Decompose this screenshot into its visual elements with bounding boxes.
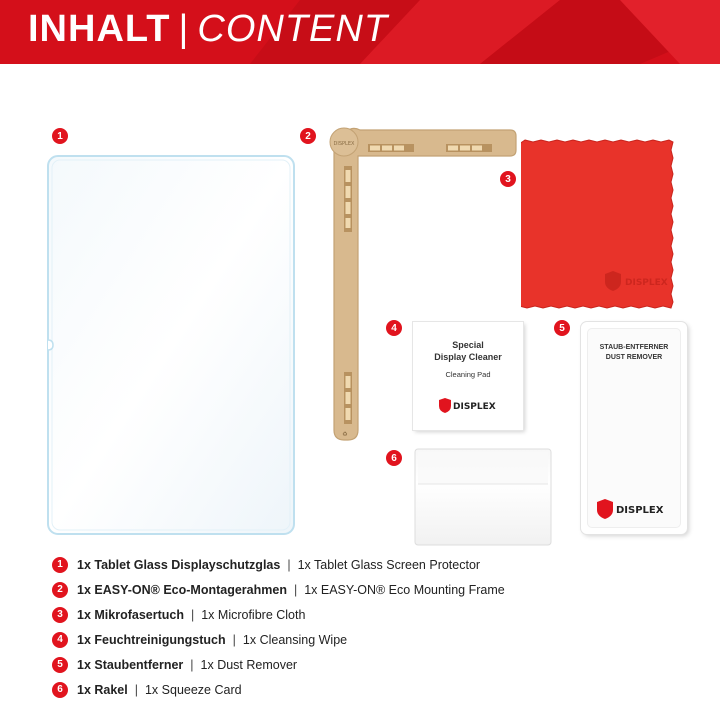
svg-text:DISPLEX: DISPLEX bbox=[625, 278, 668, 288]
item-number-2: 2 bbox=[52, 582, 68, 598]
item-number-3: 3 bbox=[500, 171, 516, 187]
dust-remover-line2: DUST REMOVER bbox=[605, 354, 663, 361]
cleaning-pad-line3: Cleaning Pad bbox=[445, 370, 491, 379]
item-label-de: 1x Feuchtreinigungstuch bbox=[77, 632, 226, 647]
glass-protector-image bbox=[46, 154, 296, 536]
item-number-1: 1 bbox=[52, 557, 68, 573]
item-label-de: 1x EASY-ON® Eco-Montagerahmen bbox=[77, 582, 287, 597]
list-item bbox=[52, 602, 712, 627]
item-number-6: 6 bbox=[52, 682, 68, 698]
item-label-en: 1x Squeeze Card bbox=[144, 682, 242, 697]
item-number-3: 3 bbox=[52, 607, 68, 623]
svg-text:DISPLEX: DISPLEX bbox=[616, 505, 664, 516]
item-separator: | bbox=[287, 557, 291, 572]
item-label-en: 1x Microfibre Cloth bbox=[201, 607, 306, 622]
item-label-de: 1x Staubentferner bbox=[77, 657, 184, 672]
item-separator: | bbox=[134, 682, 138, 697]
list-item bbox=[52, 627, 712, 652]
item-label-en: 1x EASY-ON® Eco Mounting Frame bbox=[304, 582, 505, 597]
dust-remover-image bbox=[581, 322, 687, 534]
svg-text:DISPLEX: DISPLEX bbox=[333, 141, 355, 147]
item-number-4: 4 bbox=[386, 320, 402, 336]
list-item bbox=[52, 577, 712, 602]
cleaning-pad-line2: Display Cleaner bbox=[434, 352, 502, 362]
item-number-1: 1 bbox=[52, 128, 68, 144]
svg-text:♻: ♻ bbox=[342, 431, 348, 438]
item-separator: | bbox=[232, 632, 236, 647]
item-separator: | bbox=[190, 657, 194, 672]
item-number-5: 5 bbox=[52, 657, 68, 673]
item-label-de: 1x Mikrofasertuch bbox=[77, 607, 184, 622]
item-number-5: 5 bbox=[554, 320, 570, 336]
title-separator: | bbox=[178, 8, 190, 50]
displex-logo bbox=[595, 498, 675, 520]
dust-remover-line1: STAUB-ENTFERNER bbox=[599, 344, 669, 351]
list-item bbox=[52, 652, 712, 677]
item-label-en: 1x Tablet Glass Screen Protector bbox=[297, 557, 481, 572]
svg-text:DISPLEX: DISPLEX bbox=[453, 402, 496, 412]
cleaning-pad-line1: Special bbox=[452, 340, 484, 350]
item-number-4: 4 bbox=[52, 632, 68, 648]
title-en: CONTENT bbox=[197, 8, 389, 50]
list-item bbox=[52, 552, 712, 577]
item-separator: | bbox=[190, 607, 195, 622]
content-list bbox=[52, 552, 712, 702]
displex-logo bbox=[437, 396, 501, 414]
cleaning-pad-image bbox=[413, 322, 523, 430]
item-label-en: 1x Dust Remover bbox=[200, 657, 298, 672]
title-de: INHALT bbox=[28, 8, 171, 50]
header-banner bbox=[0, 0, 720, 64]
item-label-de: 1x Tablet Glass Displayschutzglas bbox=[77, 557, 281, 572]
page-title bbox=[28, 8, 388, 51]
list-item bbox=[52, 677, 712, 702]
item-number-6: 6 bbox=[386, 450, 402, 466]
item-separator: | bbox=[293, 582, 298, 597]
squeeze-card-image bbox=[412, 446, 554, 548]
item-label-en: 1x Cleansing Wipe bbox=[242, 632, 348, 647]
microfibre-cloth-image bbox=[521, 136, 691, 314]
item-label-de: 1x Rakel bbox=[77, 682, 128, 697]
item-number-2: 2 bbox=[300, 128, 316, 144]
